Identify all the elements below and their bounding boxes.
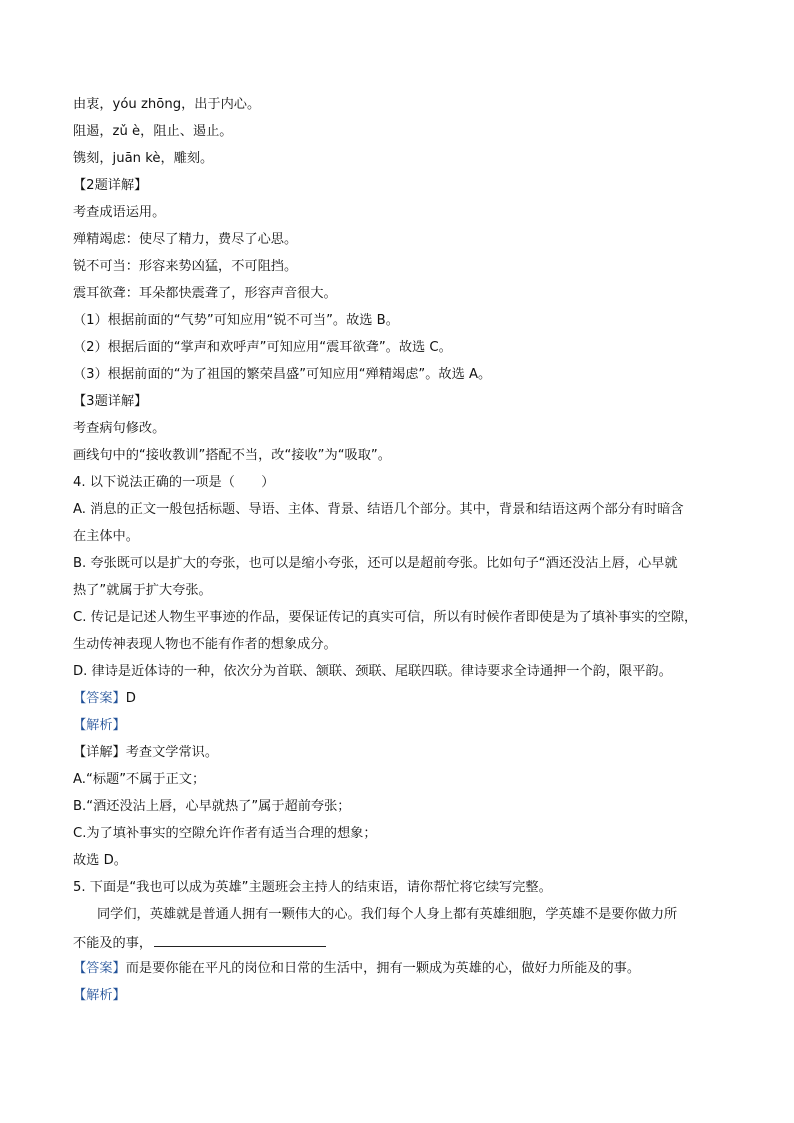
passage-line	[73, 933, 326, 953]
answer-text: 而是要你能在平凡的岗位和日常的生活中，拥有一颗成为英雄的心，做好力所能及的事。	[125, 961, 641, 976]
detail-line: C.为了填补事实的空隙允许作者有适当合理的想象；	[73, 826, 377, 841]
text-line: 考查病句修改。	[73, 421, 166, 436]
answer-5	[73, 960, 640, 978]
answer-tag: 【答案】	[73, 691, 126, 706]
analysis-tag: 【解析】	[73, 718, 126, 733]
option-d: D. 律诗是近体诗的一种，依次分为首联、颔联、颈联、尾联四联。律诗要求全诗通押一个韵，限平韵。	[73, 664, 672, 679]
text-line: 震耳欲聋：耳朵都快震聋了，形容声音很大。	[73, 286, 337, 301]
passage-text: 不能及的事，	[73, 936, 153, 951]
option-c-cont: 生动传神表现人物也不能有作者的想象成分。	[73, 637, 337, 652]
answer-tag: 【答案】	[73, 961, 126, 976]
option-b-cont: 热了”就属于扩大夸张。	[73, 583, 212, 598]
section-heading: 【3题详解】	[73, 394, 148, 409]
option-c: C. 传记是记述人物生平事迹的作品，要保证传记的真实可信，所以有时候作者即使是为了填补事实的空隙，	[73, 610, 698, 625]
answer-4	[73, 690, 136, 708]
text-line: 镌刻，juān kè，雕刻。	[73, 151, 214, 166]
detail-line: 故选 D。	[73, 853, 127, 868]
text-line: 阻遏，zǔ è，阻止、遏止。	[73, 124, 233, 139]
question-4: 4. 以下说法正确的一项是（ ）	[73, 475, 275, 490]
text-line: 考查成语运用。	[73, 205, 166, 220]
text-line: 殚精竭虑：使尽了精力，费尽了心思。	[73, 232, 298, 247]
section-heading: 【2题详解】	[73, 178, 148, 193]
text-line: 锐不可当：形容来势凶猛，不可阻挡。	[73, 259, 298, 274]
option-a: A. 消息的正文一般包括标题、导语、主体、背景、结语几个部分。其中，背景和结语这两个部分有时暗含	[73, 502, 684, 517]
question-5: 5. 下面是“我也可以成为英雄”主题班会主持人的结束语，请你帮忙将它续写完整。	[73, 880, 552, 895]
detail-4	[73, 744, 218, 762]
text-line: （2）根据后面的“掌声和欢呼声”可知应用“震耳欲聋”。故选 C。	[73, 340, 452, 355]
text-line: （1）根据前面的“气势”可知应用“锐不可当”。故选 B。	[73, 313, 399, 328]
detail-line: A.“标题”不属于正文；	[73, 772, 206, 787]
option-a-cont: 在主体中。	[73, 529, 139, 544]
option-b: B. 夸张既可以是扩大的夸张，也可以是缩小夸张，还可以是超前夸张。比如句子“酒还没沾上唇，心早就	[73, 556, 678, 571]
answer-text: D	[125, 691, 136, 706]
analysis-tag: 【解析】	[73, 988, 126, 1003]
text-line: 画线句中的“接收教训”搭配不当，改“接收”为“吸取”。	[73, 448, 391, 463]
answer-blank[interactable]	[154, 933, 326, 947]
detail-text: 考查文学常识。	[125, 745, 219, 760]
passage-line: 同学们，英雄就是普通人拥有一颗伟大的心。我们每个人身上都有英雄细胞，学英雄不是要你做力所	[97, 907, 678, 922]
detail-tag: 【详解】	[73, 745, 126, 760]
text-line: 由衷，yóu zhōng，出于内心。	[73, 97, 261, 112]
detail-line: B.“酒还没沾上唇，心早就热了”属于超前夸张；	[73, 799, 351, 814]
text-line: （3）根据前面的“为了祖国的繁荣昌盛”可知应用“殚精竭虑”。故选 A。	[73, 367, 492, 382]
